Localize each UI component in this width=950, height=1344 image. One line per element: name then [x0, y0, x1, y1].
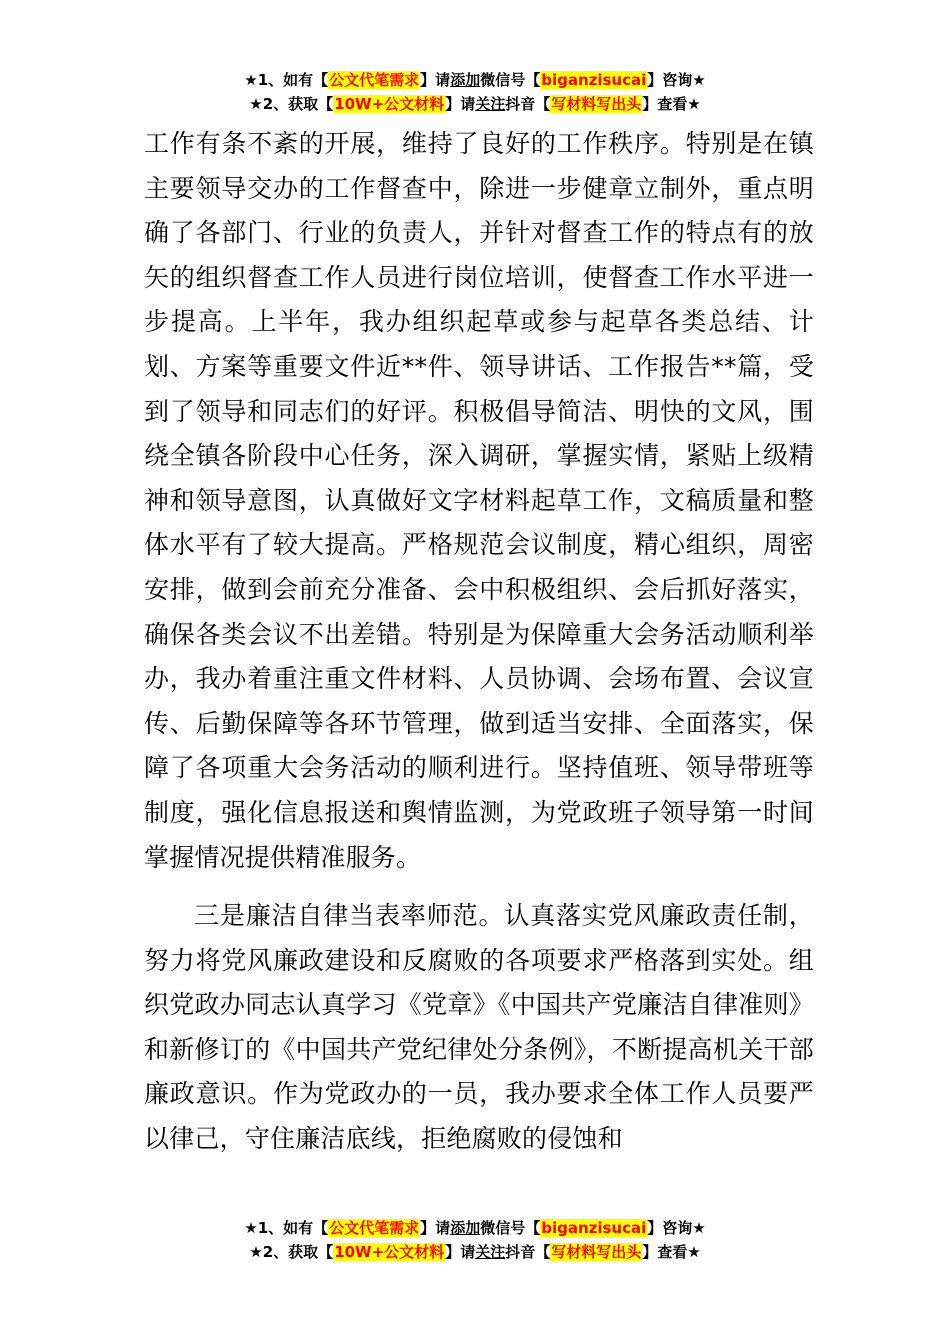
footer-line1-underline: 添加 — [450, 1219, 481, 1237]
footer-line2-prefix: ★2、获取【 — [249, 1243, 334, 1261]
footer-line1-prefix: ★1、如有【 — [244, 1219, 329, 1237]
footer-line1-highlight-1: 公文代笔需求 — [329, 1219, 420, 1237]
footer-line2-highlight-2: 写材料写出头 — [551, 1243, 642, 1261]
footer-line2-suffix: 】查看★ — [642, 1243, 701, 1261]
footer-line2-mid-1: 】请 — [445, 1243, 476, 1261]
banner-line2-underline: 关注 — [475, 95, 506, 113]
header-banner — [0, 68, 950, 116]
banner-line2-mid-1: 】请 — [445, 95, 476, 113]
footer-line2-underline: 关注 — [475, 1243, 506, 1261]
footer-banner-line-2 — [0, 1240, 950, 1264]
banner-line1-prefix: ★1、如有【 — [244, 71, 329, 89]
body-paragraph-1: 工作有条不紊的开展，维持了良好的工作秩序。特别是在镇主要领导交办的工作督查中，除进一步健章立制外，重点明确了各部门、行业的负责人，并针对督查工作的特点有的放矢的组织督查工作人员进行岗位培训，使督查工作水平进一步提高。上半年，我办组织起草或参与起草各类总结、计划、方案等重要文件近**件、领导讲话、工作报告**篇，受到了领导和同志们的好评。积极倡导简洁、明快的文风，围绕全镇各阶段中心任务，深入调研，掌握实情，紧贴上级精神和领导意图，认真做好文字材料起草工作，文稿质量和整体水平有了较大提高。严格规范会议制度，精心组织，周密安排，做到会前充分准备、会中积极组织、会后抓好落实，确保各类会议不出差错。特别是为保障重大会务活动顺利举办，我办着重注重文件材料、人员协调、会场布置、会议宣传、后勤保障等各环节管理，做到适当安排、全面落实，保障了各项重大会务活动的顺利进行。坚持值班、领导带班等制度，强化信息报送和舆情监测，为党政班子领导第一时间掌握情况提供精准服务。 — [144, 129, 814, 872]
banner-line-2 — [0, 92, 950, 116]
banner-line2-highlight-2: 写材料写出头 — [551, 95, 642, 113]
banner-line2-mid-2: 抖音【 — [505, 95, 551, 113]
footer-line1-mid-2: 微信号【 — [480, 1219, 541, 1237]
banner-line1-highlight-1: 公文代笔需求 — [329, 71, 420, 89]
banner-line-1 — [0, 68, 950, 92]
footer-line1-highlight-2: biganzisucai — [541, 1219, 647, 1237]
body-paragraph-2: 三是廉洁自律当表率师范。认真落实党风廉政责任制，努力将党风廉政建设和反腐败的各项要求严格落到实处。组织党政办同志认真学习《党章》《中国共产党廉洁自律准则》和新修订的《中国共产党纪律处分条例》，不断提高机关干部廉政意识。作为党政办的一员，我办要求全体工作人员要严以律己，守住廉洁底线，拒绝腐败的侵蚀和 — [144, 901, 814, 1154]
banner-line1-underline: 添加 — [450, 71, 481, 89]
footer-line1-mid-1: 】请 — [420, 1219, 451, 1237]
banner-line1-highlight-2: biganzisucai — [541, 71, 647, 89]
footer-line2-mid-2: 抖音【 — [505, 1243, 551, 1261]
banner-line2-highlight-1: 10W+公文材料 — [334, 95, 445, 113]
footer-banner — [0, 1216, 950, 1264]
banner-line1-suffix: 】咨询★ — [647, 71, 706, 89]
banner-line2-suffix: 】查看★ — [642, 95, 701, 113]
banner-line2-prefix: ★2、获取【 — [249, 95, 334, 113]
footer-line2-highlight-1: 10W+公文材料 — [334, 1243, 445, 1261]
banner-line1-mid-1: 】请 — [420, 71, 451, 89]
banner-line1-mid-2: 微信号【 — [480, 71, 541, 89]
document-body — [144, 122, 814, 1162]
footer-banner-line-1 — [0, 1216, 950, 1240]
footer-line1-suffix: 】咨询★ — [647, 1219, 706, 1237]
